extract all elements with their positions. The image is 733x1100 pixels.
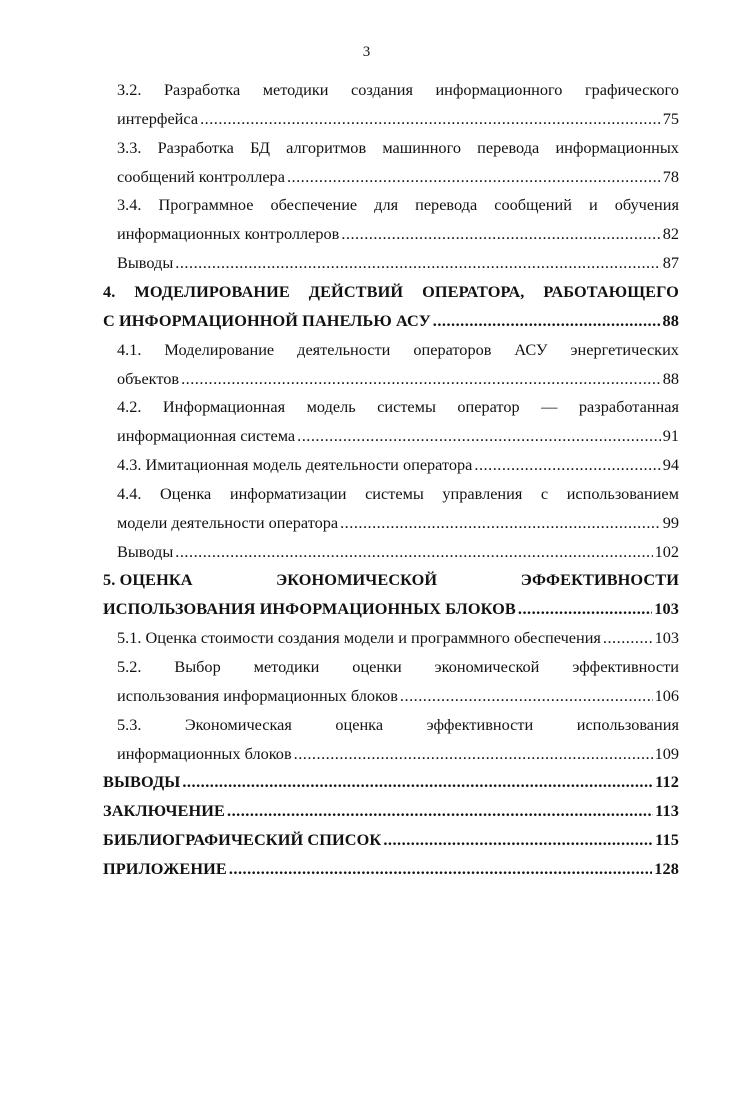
toc-title: интерфейса <box>117 108 199 128</box>
dot-leader <box>294 740 653 769</box>
toc-entry-line <box>117 249 679 278</box>
toc-word: обеспечение <box>270 195 358 215</box>
toc-title: ПРИЛОЖЕНИЕ <box>103 858 227 878</box>
toc-page-number: 94 <box>662 455 679 475</box>
toc-page-number: 106 <box>654 685 679 705</box>
toc-title: ЗАКЛЮЧЕНИЕ <box>103 801 225 821</box>
toc-word: эффективности <box>572 657 679 676</box>
toc-word: обучения <box>614 195 679 215</box>
toc-word: алгоритмов <box>286 137 367 157</box>
toc-word: информатизации <box>229 483 347 503</box>
toc-title: 4.3. Имитационная модель деятельности оператора <box>117 455 473 475</box>
toc-entry-line <box>117 740 679 769</box>
toc-word: 4. <box>103 281 116 301</box>
dot-leader <box>175 249 660 278</box>
toc-word: для <box>374 195 399 215</box>
toc-page-number: 102 <box>654 541 679 561</box>
toc-word: Разработка <box>163 80 241 99</box>
toc-page-number: 82 <box>662 224 679 244</box>
toc-word: ОПЕРАТОРА, <box>422 281 525 301</box>
toc-page-number: 103 <box>654 599 679 619</box>
toc-title: БИБЛИОГРАФИЧЕСКИЙ СПИСОК <box>103 830 382 850</box>
toc-page-number: 115 <box>655 830 679 850</box>
toc-title: объектов <box>117 368 180 388</box>
toc-page-number: 88 <box>662 310 679 330</box>
dot-leader <box>603 624 653 653</box>
toc-page-number: 128 <box>654 858 679 878</box>
toc-title: ИСПОЛЬЗОВАНИЯ ИНФОРМАЦИОННЫХ БЛОКОВ <box>103 599 516 619</box>
toc-entry-line <box>117 393 679 422</box>
toc-page-number: 99 <box>662 512 679 532</box>
toc-page-number: 78 <box>662 166 679 186</box>
toc-word: создания <box>351 80 413 99</box>
toc-word: 5. ОЦЕНКА <box>103 570 193 590</box>
dot-leader <box>340 509 661 538</box>
toc-page-number: 103 <box>654 628 679 648</box>
toc-title: информационная система <box>117 426 296 446</box>
toc-word: Выбор <box>174 657 221 676</box>
dot-leader <box>287 163 661 192</box>
toc-entry-line <box>117 480 679 509</box>
toc-word: модель <box>306 397 356 417</box>
toc-word: и <box>588 195 598 215</box>
toc-page-number: 112 <box>655 772 679 792</box>
toc-entry-line <box>117 220 679 249</box>
dot-leader <box>175 538 652 567</box>
toc-entry-line <box>117 624 679 653</box>
toc-page-number: 113 <box>655 801 679 821</box>
toc-title: Выводы <box>117 541 174 561</box>
dot-leader <box>433 307 661 336</box>
toc-page-number: 88 <box>662 368 679 388</box>
toc-page-number: 75 <box>662 108 679 128</box>
toc-title: 5.1. Оценка стоимости создания модели и программного обеспечения <box>117 628 601 648</box>
dot-leader <box>383 826 653 855</box>
toc-word: методики <box>253 657 320 676</box>
toc-title: Выводы <box>117 253 174 273</box>
toc-word: методики <box>262 80 329 99</box>
toc-word: 5.2. <box>117 657 142 676</box>
toc-word: системы <box>377 397 436 417</box>
toc-title: информационных блоков <box>117 743 292 763</box>
toc-entry-line <box>117 76 679 105</box>
toc-page-number: 91 <box>662 426 679 446</box>
dot-leader <box>518 595 652 624</box>
toc-word: машинного <box>382 137 461 157</box>
toc-word: МОДЕЛИРОВАНИЕ <box>134 281 290 301</box>
toc-word: управления <box>442 483 523 503</box>
toc-entry-line <box>117 422 679 451</box>
toc-entry-line <box>117 509 679 538</box>
toc-word: 3.2. <box>117 80 142 99</box>
toc-entry-line <box>117 134 679 163</box>
toc-word: экономической <box>434 657 540 676</box>
dot-leader <box>400 682 653 711</box>
toc-word: ДЕЙСТВИЙ <box>308 281 404 301</box>
toc-word: Программное <box>158 195 254 215</box>
toc-title: использования информационных блоков <box>117 685 398 705</box>
toc-title: модели деятельности оператора <box>117 512 339 532</box>
toc-word: Экономическая <box>184 714 292 734</box>
toc-page-number: 87 <box>662 253 679 273</box>
toc-word: БД <box>250 137 270 157</box>
toc-word: РАБОТАЮЩЕГО <box>543 281 679 301</box>
toc-chapter-line <box>103 595 679 624</box>
toc-word: с <box>540 483 549 503</box>
toc-entry-line <box>117 336 679 365</box>
toc-word: Моделирование <box>164 339 275 359</box>
toc-entry-line <box>117 682 679 711</box>
toc-chapter-line <box>103 855 679 884</box>
toc-page-number: 109 <box>654 743 679 763</box>
toc-word: Оценка <box>159 483 212 503</box>
toc-word: информационных <box>555 137 679 157</box>
dot-leader <box>474 451 660 480</box>
toc-entry-line <box>117 451 679 480</box>
toc-chapter-line <box>103 768 679 797</box>
toc-chapter-line <box>103 826 679 855</box>
dot-leader <box>182 768 653 797</box>
toc-word: 4.1. <box>117 339 142 359</box>
toc-chapter-line <box>103 797 679 826</box>
toc-word: оценки <box>352 657 402 676</box>
dot-leader <box>227 797 653 826</box>
dot-leader <box>229 855 652 884</box>
toc-entry-line <box>117 105 679 134</box>
dot-leader <box>297 422 661 451</box>
toc-word: перевода <box>477 137 540 157</box>
toc-entry-line <box>117 365 679 394</box>
toc-word: ЭФФЕКТИВНОСТИ <box>520 570 679 590</box>
toc-word: — <box>541 397 558 417</box>
toc-word: системы <box>365 483 424 503</box>
dot-leader <box>181 365 661 394</box>
toc-word: информационного <box>435 80 563 99</box>
toc-word: энергетических <box>570 339 679 359</box>
toc-word: АСУ <box>514 339 548 359</box>
toc-word: графического <box>584 80 679 99</box>
toc-entry-line <box>117 163 679 192</box>
toc-word: разработанная <box>578 397 679 417</box>
toc-title: ВЫВОДЫ <box>103 772 181 792</box>
toc-word: использованием <box>566 483 679 503</box>
toc-chapter-line <box>103 278 679 307</box>
toc-word: сообщений <box>494 195 572 215</box>
toc-title: информационных контроллеров <box>117 224 340 244</box>
toc-word: 4.2. <box>117 397 142 417</box>
toc-entry-line <box>117 653 679 682</box>
toc-entry-line <box>117 191 679 220</box>
toc-word: перевода <box>415 195 478 215</box>
toc-word: 4.4. <box>117 483 142 503</box>
toc-word: оператор <box>457 397 520 417</box>
toc-word: Разработка <box>157 137 234 157</box>
toc-word: операторов <box>413 339 492 359</box>
toc-chapter-line <box>103 307 679 336</box>
toc-entry-line <box>117 538 679 567</box>
toc-word: 5.3. <box>117 714 142 734</box>
toc-chapter-line <box>103 566 679 595</box>
page-number: 3 <box>362 44 371 60</box>
toc-title: С ИНФОРМАЦИОННОЙ ПАНЕЛЬЮ АСУ <box>103 310 431 330</box>
toc-entry-line <box>117 711 679 740</box>
toc-word: деятельности <box>297 339 391 359</box>
toc-word: 3.4. <box>117 195 142 215</box>
toc-word: Информационная <box>162 397 286 417</box>
dot-leader <box>341 220 660 249</box>
toc-word: использования <box>576 714 679 734</box>
toc-title: сообщений контроллера <box>117 166 285 186</box>
toc-word: ЭКОНОМИЧЕСКОЙ <box>276 570 438 590</box>
toc-word: эффективности <box>426 714 534 734</box>
toc-word: оценка <box>335 714 384 734</box>
toc-word: 3.3. <box>117 137 142 157</box>
dot-leader <box>200 105 661 134</box>
